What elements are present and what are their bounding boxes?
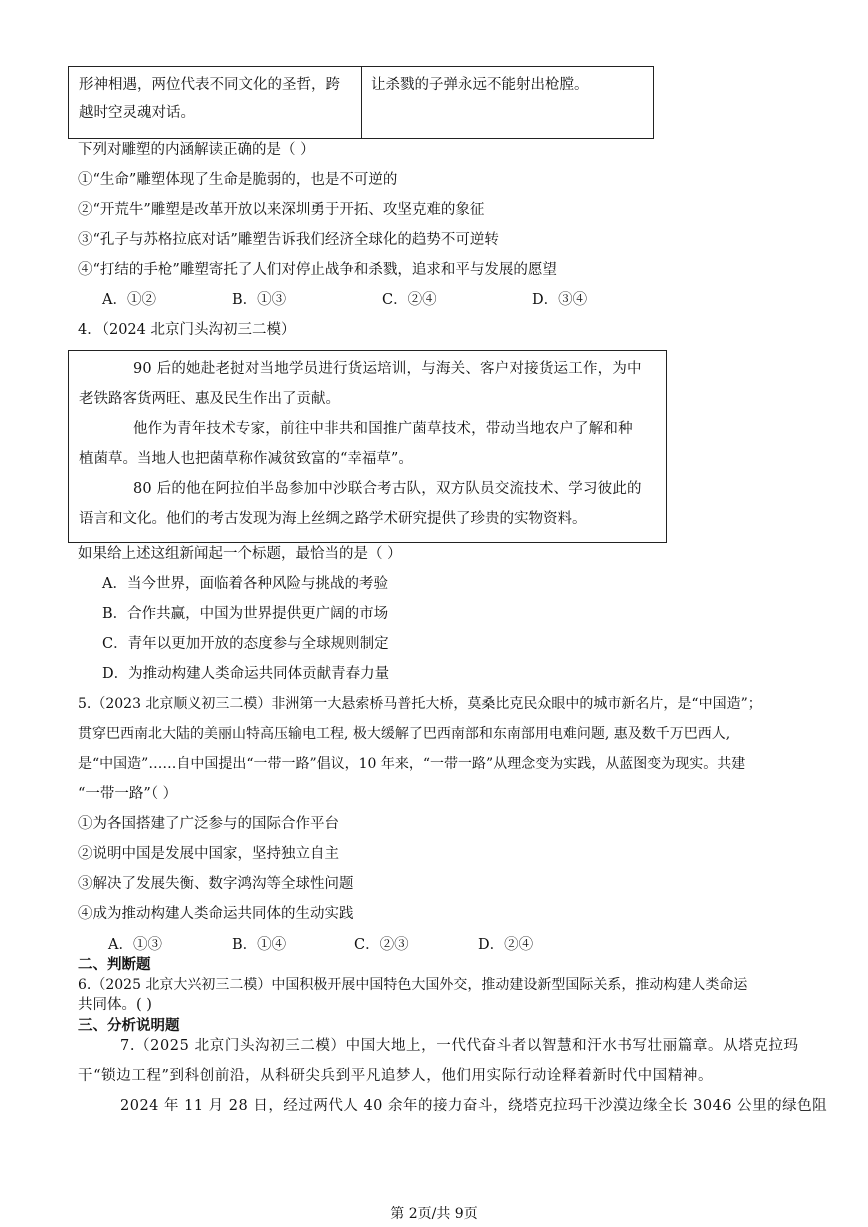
q4-option-d: D．为推动构建人类命运共同体贡献青春力量 (102, 666, 390, 682)
q5-option-d: D．②④ (478, 937, 534, 953)
q4-box-line-6: 语言和文化。他们的考古发现为海上丝绸之路学术研究提供了珍贵的实物资料。 (79, 511, 587, 527)
q5-item-1: ①为各国搭建了广泛参与的国际合作平台 (78, 816, 339, 832)
q4-box-line-2: 老铁路客货两旺、惠及民生作出了贡献。 (79, 391, 340, 407)
q3-item-1: ①“生命”雕塑体现了生命是脆弱的，也是不可逆的 (78, 172, 398, 188)
q3-item-2: ②“开荒牛”雕塑是改革开放以来深圳勇于开拓、攻坚克难的象征 (78, 202, 485, 218)
q3-item-3: ③“孔子与苏格拉底对话”雕塑告诉我们经济全球化的趋势不可逆转 (78, 232, 499, 248)
q4-stem: 如果给上述这组新闻起一个标题，最恰当的是（ ） (78, 546, 402, 562)
q4-option-c: C．青年以更加开放的态度参与全球规则制定 (102, 636, 389, 652)
q5-line-3: 是“中国造”……自中国提出“一带一路”倡议，10 年来，“一带一路”从理念变为实践，从蓝图变为现实。共建 (78, 756, 746, 772)
q7-line-1: 7.（2025 北京门头沟初三二模）中国大地上，一代代奋斗者以智慧和汗水书写壮丽篇章。从塔克拉玛 (120, 1038, 799, 1054)
q4-box-line-3: 他作为青年技术专家，前往中非共和国推广菌草技术，带动当地农户了解和种 (133, 421, 633, 437)
table-left-line-1: 形神相遇，两位代表不同文化的圣哲，跨 (79, 77, 340, 93)
q5-item-3: ③解决了发展失衡、数字鸿沟等全球性问题 (78, 876, 354, 892)
q3-item-4: ④“打结的手枪”雕塑寄托了人们对停止战争和杀戮，追求和平与发展的愿望 (78, 262, 557, 278)
section-3-title: 三、分析说明题 (78, 1017, 180, 1034)
table-right-line-1: 让杀戮的子弹永远不能射出枪膛。 (371, 77, 589, 93)
q4-news-box (68, 350, 667, 543)
q3-stem: 下列对雕塑的内涵解读正确的是（ ） (78, 142, 315, 158)
page-number: 第 2页/共 9页 (390, 1206, 478, 1222)
q3-option-a: A．①② (102, 292, 156, 308)
top-table (68, 66, 654, 139)
section-2-title: 二、判断题 (78, 956, 151, 973)
q4-option-a: A．当今世界，面临着各种风险与挑战的考验 (102, 576, 388, 592)
q6-line-2: 共同体。( ) (78, 997, 152, 1013)
q3-option-c: C．②④ (382, 292, 437, 308)
q5-option-b: B．①④ (232, 937, 287, 953)
q4-box-line-5: 80 后的他在阿拉伯半岛参加中沙联合考古队，双方队员交流技术、学习彼此的 (133, 481, 642, 497)
q4-box-line-1: 90 后的她赴老挝对当地学员进行货运培训，与海关、客户对接货运工作，为中 (133, 361, 642, 377)
q3-option-d: D．③④ (532, 292, 588, 308)
q4-box-line-4: 植菌草。当地人也把菌草称作减贫致富的“幸福草”。 (79, 451, 413, 467)
q3-option-b: B．①③ (232, 292, 287, 308)
q7-line-2: 干“锁边工程”到科创前沿，从科研尖兵到平凡追梦人，他们用实际行动诠释着新时代中国精神。 (78, 1068, 714, 1084)
q7-line-3: 2024 年 11 月 28 日，经过两代人 40 余年的接力奋斗，绕塔克拉玛干沙漠边缘全长 3046 公里的绿色阻 (120, 1098, 828, 1114)
table-left-line-2: 越时空灵魂对话。 (79, 105, 195, 121)
q4-option-b: B．合作共赢，中国为世界提供更广阔的市场 (102, 606, 389, 622)
q5-item-4: ④成为推动构建人类命运共同体的生动实践 (78, 906, 354, 922)
q5-line-4: “一带一路”（ ） (78, 786, 178, 802)
q4-header: 4．（2024 北京门头沟初三二模） (78, 322, 296, 338)
table-divider (361, 67, 362, 138)
q5-option-a: A．①③ (108, 937, 162, 953)
q5-line-2: 贯穿巴西南北大陆的美丽山特高压输电工程, 极大缓解了巴西南部和东南部用电难问题, 惠及数千万巴西人, (78, 726, 731, 742)
q5-line-1: 5.（2023 北京顺义初三二模）非洲第一大悬索桥马普托大桥，莫桑比克民众眼中的城市新名片，是“中国造”； (78, 696, 762, 712)
q5-item-2: ②说明中国是发展中国家，坚持独立自主 (78, 846, 339, 862)
q6-line-1: 6.（2025 北京大兴初三二模）中国积极开展中国特色大国外交，推动建设新型国际关系，推动构建人类命运 (78, 977, 748, 993)
q5-option-c: C．②③ (354, 937, 409, 953)
